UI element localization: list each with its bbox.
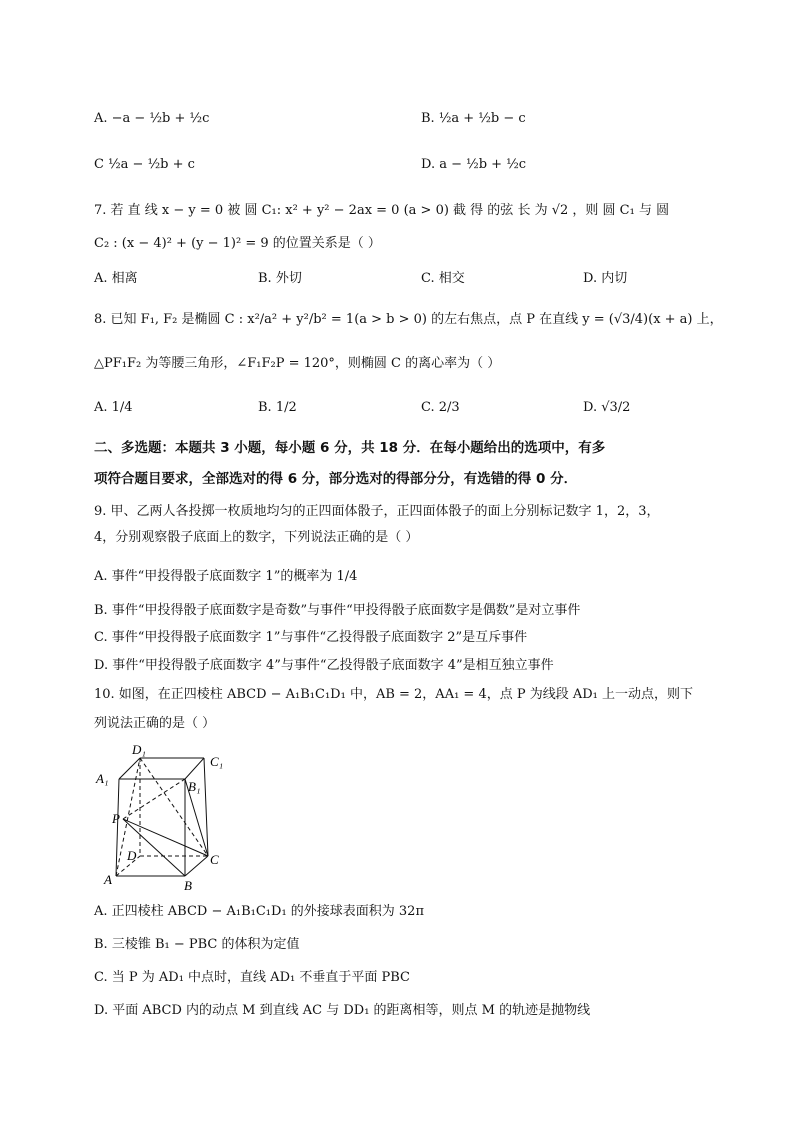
q10-option-a: A. 正四棱柱 ABCD − A₁B₁C₁D₁ 的外接球表面积为 32π (94, 904, 425, 919)
q8-option-c: C. 2/3 (421, 400, 460, 415)
label-b1: B₁ (188, 779, 201, 794)
q9-option-b: B. 事件“甲投得骰子底面数字是奇数”与事件“甲投得骰子底面数字是偶数”是对立事件 (94, 603, 581, 618)
q7-option-b: B. 外切 (258, 271, 302, 286)
q9-stem-line2: 4，分别观察骰子底面上的数字，下列说法正确的是（ ） (94, 530, 419, 545)
section2-heading-line2: 项符合题目要求，全部选对的得 6 分，部分选对的得部分分，有选错的得 0 分． (94, 471, 578, 487)
q9-option-c: C. 事件“甲投得骰子底面数字 1”与事件“乙投得骰子底面数字 2”是互斥事件 (94, 630, 528, 645)
q6-option-d: D. a − ½b + ½c (421, 157, 527, 172)
q10-option-c: C. 当 P 为 AD₁ 中点时，直线 AD₁ 不垂直于平面 PBC (94, 970, 410, 985)
q10-option-d: D. 平面 ABCD 内的动点 M 到直线 AC 与 DD₁ 的距离相等，则点 M 的轨迹是抛物线 (94, 1003, 591, 1018)
q7-option-d: D. 内切 (583, 271, 628, 286)
q6-option-b: B. ½a + ½b − c (421, 111, 526, 126)
label-a: A (104, 872, 112, 887)
label-c: C (210, 852, 219, 867)
label-d1: D₁ (132, 742, 146, 757)
label-b: B (184, 878, 192, 893)
label-a1: A₁ (96, 771, 109, 786)
q7-stem-line1: 7. 若 直 线 x − y = 0 被 圆 C₁: x² + y² − 2ax = 0 (a > 0) 截 得 的弦 长 为 √2 ，则 圆 C₁ 与 圆 (94, 203, 670, 218)
q8-option-d: D. √3/2 (583, 400, 631, 415)
prism-figure (92, 736, 232, 896)
q10-stem-line2: 列说法正确的是（ ） (94, 716, 216, 731)
label-c1: C₁ (210, 754, 224, 769)
label-p: P (112, 811, 120, 826)
q8-option-b: B. 1/2 (258, 400, 297, 415)
q9-stem-line1: 9. 甲、乙两人各投掷一枚质地均匀的正四面体骰子，正四面体骰子的面上分别标记数字 1，2，3， (94, 504, 660, 519)
q6-option-a: A. −a − ½b + ½c (94, 111, 210, 126)
q10-stem-line1: 10. 如图，在正四棱柱 ABCD − A₁B₁C₁D₁ 中，AB = 2，AA₁ = 4，点 P 为线段 AD₁ 上一动点，则下 (94, 687, 694, 702)
q7-option-a: A. 相离 (94, 271, 138, 286)
q10-option-b: B. 三棱锥 B₁ − PBC 的体积为定值 (94, 937, 300, 952)
q8-stem-line2: △PF₁F₂ 为等腰三角形，∠F₁F₂P = 120°，则椭圆 C 的离心率为（ ） (94, 356, 501, 371)
q8-option-a: A. 1/4 (94, 400, 133, 415)
label-d: D (127, 848, 137, 863)
section2-heading-line1: 二、多选题：本题共 3 小题，每小题 6 分，共 18 分．在每小题给出的选项中，有多 (94, 440, 606, 456)
q9-option-d: D. 事件“甲投得骰子底面数字 4”与事件“乙投得骰子底面数字 4”是相互独立事件 (94, 658, 554, 673)
q6-option-c: C ½a − ½b + c (94, 157, 195, 172)
q8-stem-line1: 8. 已知 F₁, F₂ 是椭圆 C : x²/a² + y²/b² = 1(a > b > 0) 的左右焦点，点 P 在直线 y = (√3/4)(x + a) 上， (94, 312, 723, 327)
q7-option-c: C. 相交 (421, 271, 465, 286)
q9-option-a: A. 事件“甲投得骰子底面数字 1”的概率为 1/4 (94, 569, 358, 584)
q7-stem-line2: C₂ : (x − 4)² + (y − 1)² = 9 的位置关系是（ ） (94, 236, 381, 251)
